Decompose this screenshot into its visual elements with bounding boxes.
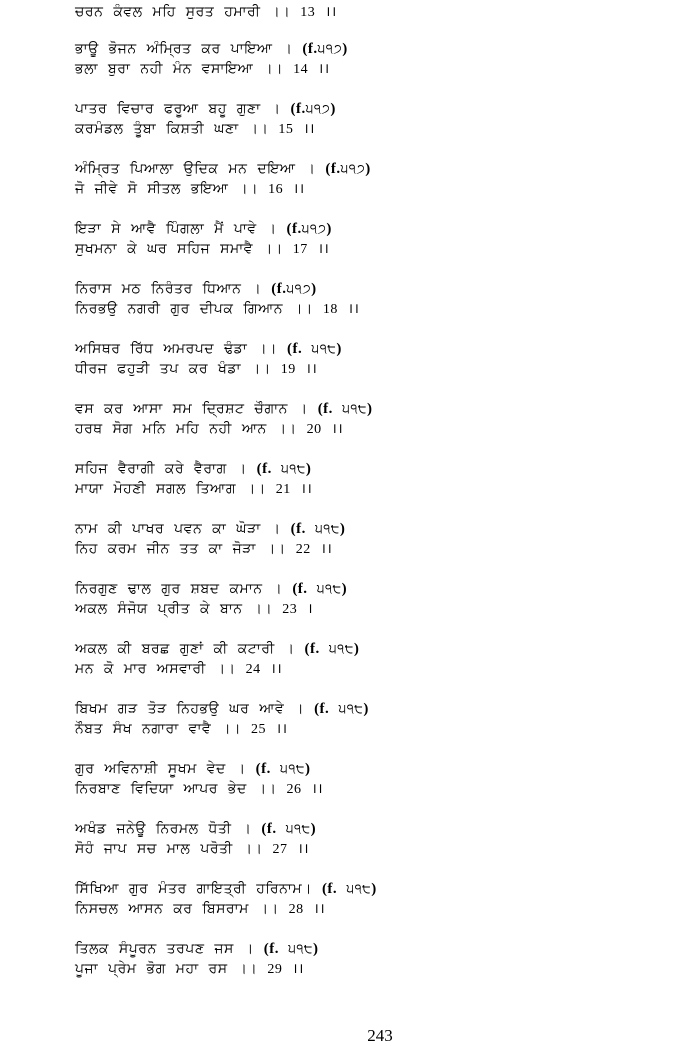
verse-number: 15: [278, 122, 294, 137]
stanza-24: [75, 639, 377, 679]
verse-line: ਭਾਊ ਭੋਜਨ ਅੰਮ੍ਰਿਤ ਕਰ ਪਾਇਆ । (f.੫੧੭): [75, 41, 348, 57]
verse-number: 19: [280, 362, 296, 377]
folio-reference: (f.੫੧੭): [286, 221, 332, 237]
folio-reference: (f. ੫੧੮): [290, 521, 346, 537]
verse-number: 28: [288, 902, 304, 917]
verse-number: 16: [268, 182, 284, 197]
folio-reference: (f. ੫੧੮): [261, 821, 317, 837]
verse-line: ਭਲਾ ਬੁਰਾ ਨਹੀ ਮੰਨ ਵਸਾਇਆ ।। 14 ।।: [75, 61, 330, 77]
verse-number: 22: [295, 542, 311, 557]
stanza-16: [75, 159, 377, 199]
verse-line: ਚਰਨ ਕੰਵਲ ਮਹਿ ਸੁਰਤ ਹਮਾਰੀ ।। 13 ।।: [75, 4, 337, 20]
verse-line: ਸਿੱਖਿਆ ਗੁਰ ਮੰਤਰ ਗਾਇਤ੍ਰੀ ਹਰਿਨਾਮ। (f. ੫੧੮): [75, 881, 377, 897]
verse-line: ਮਾਯਾ ਮੋਹਣੀ ਸਗਲ ਤਿਆਗ ।। 21 ।।: [75, 481, 313, 497]
verse-line: ਕਰਮੰਡਲ ਤੂੰਬਾ ਕਿਸ਼ਤੀ ਘਣਾ ।। 15 ।।: [75, 121, 315, 137]
folio-reference: (f.੫੧੭): [290, 101, 336, 117]
verse-line: ਅੰਮ੍ਰਿਤ ਪਿਆਲਾ ਉਦਿਕ ਮਨ ਦਇਆ । (f.੫੧੭): [75, 161, 371, 177]
verse-line: ਨਾਮ ਕੀ ਪਾਖਰ ਪਵਨ ਕਾ ਘੋੜਾ । (f. ੫੧੮): [75, 521, 346, 537]
stanza-21: [75, 459, 377, 499]
verse-line: ਅਸਿਥਰ ਰਿੱਧ ਅਮਰਪਦ ਢੰਡਾ ।। (f. ੫੧੮): [75, 341, 342, 357]
stanza-29: [75, 939, 377, 979]
verse-number: 14: [293, 62, 309, 77]
folio-reference: (f.੫੧੭): [302, 41, 348, 57]
verse-line: ਗੁਰ ਅਵਿਨਾਸ਼ੀ ਸੂਖਮ ਵੇਦ । (f. ੫੧੮): [75, 761, 311, 777]
verse-number: 21: [275, 482, 291, 497]
verse-line: ਨਿਸਚਲ ਆਸਨ ਕਰ ਬਿਸਰਾਮ ।। 28 ।।: [75, 901, 326, 917]
stanza-19: [75, 339, 377, 379]
verse-line: ਮਨ ਕੋ ਮਾਰ ਅਸਵਾਰੀ ।। 24 ।।: [75, 661, 283, 677]
stanza-17: [75, 219, 377, 259]
verse-line: ਅਕਲ ਕੀ ਬਰਛ ਗੁਣਾਂ ਕੀ ਕਟਾਰੀ । (f. ੫੧੮): [75, 641, 360, 657]
verse-line: ਪੂਜਾ ਪ੍ਰੇਮ ਭੋਗ ਮਹਾ ਰਸ ।। 29 ।।: [75, 961, 304, 977]
verse-list: [75, 2, 377, 999]
stanza-13: [75, 2, 377, 22]
verse-number: 24: [245, 662, 261, 677]
verse-number: 27: [272, 842, 288, 857]
verse-line: ਸੋਹੰ ਜਾਪ ਸਚ ਮਾਲ ਪਰੋਤੀ ।। 27 ।।: [75, 841, 310, 857]
verse-number: 25: [250, 722, 266, 737]
stanza-15: [75, 99, 377, 139]
verse-line: ਸੁਖਮਨਾ ਕੇ ਘਰ ਸਹਿਜ ਸਮਾਵੈ ।। 17 ।।: [75, 241, 330, 257]
verse-line: ਇੜਾ ਸੇ ਆਵੈ ਪਿੰਗਲਾ ਮੈਂ ਪਾਵੇ । (f.੫੧੭): [75, 221, 332, 237]
verse-line: ਨੌਬਤ ਸੰਖ ਨਗਾਰਾ ਵਾਵੈ ।। 25 ।।: [75, 721, 288, 737]
stanza-20: [75, 399, 377, 439]
folio-reference: (f. ੫੧੮): [263, 941, 319, 957]
verse-number: 20: [306, 422, 322, 437]
folio-reference: (f. ੫੧੮): [292, 581, 348, 597]
verse-line: ਬਿਖਮ ਗੜ ਤੋੜ ਨਿਹਭਉ ਘਰ ਆਵੇ । (f. ੫੧੮): [75, 701, 369, 717]
verse-number: 23: [282, 602, 298, 617]
verse-line: ਨਿਰਬਾਣ ਵਿਦਿਯਾ ਆਪਰ ਭੇਦ ।। 26 ।।: [75, 781, 324, 797]
stanza-25: [75, 699, 377, 739]
verse-line: ਵਸ ਕਰ ਆਸਾ ਸਮ ਦ੍ਰਿਸ਼ਟ ਚੌਗਾਨ । (f. ੫੧੮): [75, 401, 373, 417]
verse-line: ਅਖੰਡ ਜਨੇਊ ਨਿਰਮਲ ਧੋਤੀ । (f. ੫੧੮): [75, 821, 317, 837]
stanza-14: [75, 39, 377, 79]
verse-line: ਨਿਰਭਉ ਨਗਰੀ ਗੁਰ ਦੀਪਕ ਗਿਆਨ ।। 18 ।।: [75, 301, 360, 317]
folio-reference: (f. ੫੧੮): [304, 641, 360, 657]
verse-line: ਨਿਰਾਸ ਮਠ ਨਿਰੰਤਰ ਧਿਆਨ । (f.੫੧੭): [75, 281, 317, 297]
verse-line: ਜੋ ਜੀਵੇ ਸੋ ਸੀਤਲ ਭਇਆ ।। 16 ।।: [75, 181, 305, 197]
folio-reference: (f. ੫੧੮): [317, 401, 373, 417]
page-number: 243: [367, 1026, 393, 1045]
verse-line: ਹਰਥ ਸੋਗ ਮਨਿ ਮਹਿ ਨਹੀ ਆਨ ।। 20 ।।: [75, 421, 344, 437]
folio-reference: (f.੫੧੭): [325, 161, 371, 177]
stanza-27: [75, 819, 377, 859]
folio-reference: (f. ੫੧੮): [256, 461, 312, 477]
verse-number: 13: [300, 5, 316, 20]
verse-line: ਅਕਲ ਸੰਜੋਯ ਪ੍ਰੀਤ ਕੇ ਬਾਨ ।। 23 ।: [75, 601, 314, 617]
stanza-18: [75, 279, 377, 319]
folio-reference: (f.੫੧੭): [271, 281, 317, 297]
verse-line: ਪਾਤਰ ਵਿਚਾਰ ਫਰੂਆ ਬਹੂ ਗੁਣਾ । (f.੫੧੭): [75, 101, 336, 117]
verse-number: 18: [322, 302, 338, 317]
verse-line: ਸਹਿਜ ਵੈਰਾਗੀ ਕਰੇ ਵੈਰਾਗ । (f. ੫੧੮): [75, 461, 312, 477]
folio-reference: (f. ੫੧੮): [255, 761, 311, 777]
verse-number: 26: [286, 782, 302, 797]
folio-reference: (f. ੫੧੮): [287, 341, 342, 357]
verse-line: ਨਿਹ ਕਰਮ ਜੀਨ ਤਤ ਕਾ ਜੋੜਾ ।। 22 ।।: [75, 541, 333, 557]
stanza-28: [75, 879, 377, 919]
stanza-26: [75, 759, 377, 799]
stanza-23: [75, 579, 377, 619]
verse-number: 29: [267, 962, 283, 977]
folio-reference: (f. ੫੧੮): [321, 881, 377, 897]
verse-line: ਤਿਲਕ ਸੰਪੂਰਨ ਤਰਪਣ ਜਸ । (f. ੫੧੮): [75, 941, 319, 957]
stanza-22: [75, 519, 377, 559]
verse-line: ਨਿਰਗੁਣ ਢਾਲ ਗੁਰ ਸ਼ਬਦ ਕਮਾਨ । (f. ੫੧੮): [75, 581, 348, 597]
verse-number: 17: [292, 242, 308, 257]
verse-line: ਧੀਰਜ ਫਹੁੜੀ ਤਪ ਕਰ ਖੰਡਾ ।। 19 ।।: [75, 361, 318, 377]
folio-reference: (f. ੫੧੮): [314, 701, 369, 717]
